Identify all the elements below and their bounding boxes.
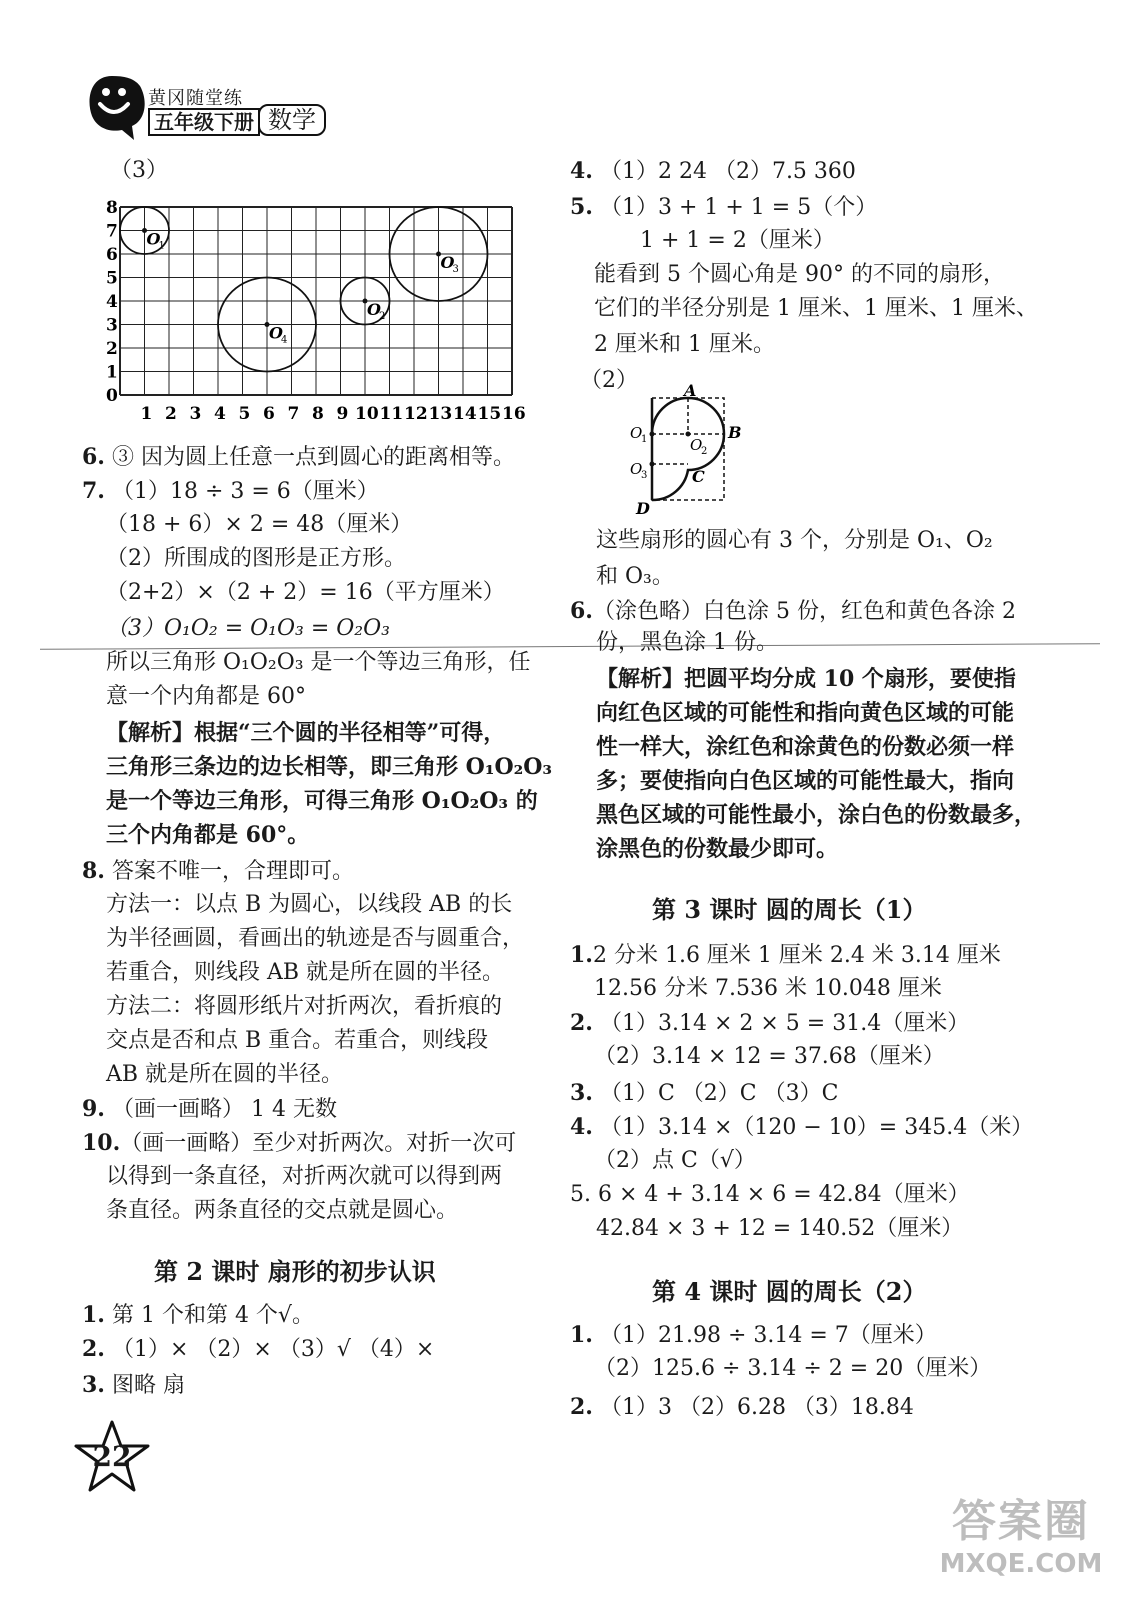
x-tick-label: 15	[477, 404, 502, 424]
y-tick-label: 2	[106, 339, 118, 359]
label-b: B	[728, 423, 742, 442]
circle-label-sub: 2	[379, 311, 386, 322]
page-number-badge	[72, 1418, 152, 1498]
q-number: 5.	[570, 194, 593, 220]
q-number: 1.	[570, 1322, 593, 1348]
q7-analysis-1: 【解析】根据“三个圆的半径相等”可得，	[106, 720, 506, 746]
x-tick-label: 2	[165, 404, 177, 424]
q-number: 3.	[570, 1080, 593, 1106]
q7-line-1: （1）18 ÷ 3 = 6（厘米）	[111, 479, 379, 504]
x-tick-label: 3	[189, 404, 202, 424]
header-series: 黄冈随堂练	[148, 88, 243, 109]
circle-label-sub: 3	[452, 264, 459, 275]
x-tick-label: 8	[312, 404, 324, 424]
q10-line-3: 条直径。两条直径的交点就是圆心。	[106, 1198, 459, 1223]
label-a: A	[684, 381, 697, 400]
sector-figure	[622, 381, 742, 520]
q8-line-3: 为半径画圆，看画出的轨迹是否与圆重合，	[106, 926, 525, 951]
circle-label-sub: 1	[158, 240, 165, 252]
q5-line-7: 这些扇形的圆心有 3 个，分别是 O₁、O₂	[596, 528, 993, 553]
circle-label: O	[269, 323, 283, 343]
x-tick-label: 11	[379, 404, 404, 424]
label-o3-sub: 3	[641, 470, 648, 481]
q5-line-8: 和 O₃。	[596, 564, 674, 589]
q5-line-2: 1 + 1 = 2（厘米）	[640, 228, 835, 253]
right-q6-l1	[570, 600, 1016, 623]
left-q6	[82, 446, 515, 469]
l3q5-line-2: 42.84 × 3 + 12 = 140.52（厘米）	[596, 1216, 964, 1241]
l2-q3	[82, 1374, 185, 1397]
left-q10-l1	[82, 1132, 516, 1155]
lesson-2-title: 第 2 课时 扇形的初步认识	[154, 1257, 436, 1286]
x-tick-label: 5	[238, 404, 251, 424]
x-tick-label: 12	[404, 404, 428, 424]
y-tick-label: 6	[106, 245, 118, 265]
l4q2-text: （1）3 （2）6.28 （3）18.84	[599, 1395, 914, 1420]
l3q2-line-1: （1）3.14 × 2 × 5 = 31.4（厘米）	[599, 1011, 970, 1036]
header-grade: 五年级下册	[148, 108, 260, 136]
label-c: C	[692, 467, 705, 486]
q7-line-7: 意一个内角都是 60°	[106, 684, 306, 709]
l3q4-line-2: （2）点 C（√）	[594, 1148, 756, 1173]
watermark	[926, 1496, 1116, 1592]
q6r-analysis-1: 【解析】把圆平均分成 10 个扇形，要使指	[596, 666, 1016, 692]
circle-label-sub: 4	[281, 334, 288, 346]
x-tick-label: 4	[214, 404, 226, 424]
q6r-line-2: 份，黑色涂 1 份。	[596, 630, 778, 655]
q5-line-6: （2）	[580, 368, 638, 393]
right-q4	[570, 160, 856, 183]
y-tick-label: 0	[106, 386, 118, 406]
q-number: 9.	[82, 1096, 105, 1122]
x-tick-label: 16	[502, 404, 526, 424]
q4-text: （1）2 24 （2）7.5 360	[599, 159, 856, 184]
q10-line-2: 以得到一条直径，对折两次就可以得到两	[106, 1164, 503, 1189]
l3q3-text: （1）C （2）C （3）C	[599, 1081, 839, 1106]
y-tick-label: 5	[106, 268, 118, 289]
circle-label: O	[367, 300, 381, 319]
q6r-analysis-6: 涂黑色的份数最少即可。	[596, 836, 839, 862]
label-d: D	[636, 499, 650, 518]
x-tick-label: 1	[140, 404, 153, 424]
q-number: 2.	[570, 1010, 593, 1036]
coordinate-grid	[100, 195, 530, 425]
q7-line-3: （2）所围成的图形是正方形。	[106, 546, 406, 571]
label-o2: O	[690, 436, 703, 454]
q-number: 1.	[570, 942, 593, 968]
header-logo	[82, 70, 352, 140]
label-o1-sub: 1	[641, 434, 648, 445]
q8-line-5: 方法二：将圆形纸片对折两次，看折痕的	[106, 994, 503, 1019]
q8-line-4: 若重合，则线段 AB 就是所在圆的半径。	[106, 960, 505, 985]
q8-line-2: 方法一：以点 B 为圆心，以线段 AB 的长	[106, 892, 513, 917]
q6r-analysis-5: 黑色区域的可能性最小，涂白色的份数最多，	[596, 802, 1037, 828]
x-tick-label: 9	[336, 404, 349, 424]
l3q2-line-2: （2）3.14 × 12 = 37.68（厘米）	[594, 1044, 945, 1069]
y-tick-label: 3	[106, 315, 118, 336]
l4q1-line-1: （1）21.98 ÷ 3.14 = 7（厘米）	[599, 1323, 937, 1348]
l3q1-line-2: 12.56 分米 7.536 米 10.048 厘米	[594, 976, 942, 1001]
q-number: 7.	[82, 478, 105, 504]
label-o1: O	[630, 424, 643, 442]
l4q1-line-2: （2）125.6 ÷ 3.14 ÷ 2 = 20（厘米）	[594, 1356, 992, 1381]
q7-line-2: （18 + 6）× 2 = 48（厘米）	[106, 512, 413, 537]
q7-analysis-3: 是一个等边三角形，可得三角形 O₁O₂O₃ 的	[106, 788, 538, 814]
q6r-analysis-2: 向红色区域的可能性和指向黄色区域的可能	[596, 700, 1015, 726]
right-q5-l1	[570, 196, 877, 219]
x-tick-label: 14	[453, 404, 477, 424]
left-q7-l1	[82, 480, 379, 503]
q-number: 3.	[82, 1372, 105, 1398]
q-number: 4.	[570, 158, 593, 184]
lesson-3-title: 第 3 课时 圆的周长（1）	[652, 895, 927, 924]
header-subject: 数学	[258, 104, 326, 136]
q9-text: （画一画略） 1 4 无数	[111, 1097, 337, 1122]
q6-text: ③ 因为圆上任意一点到圆心的距离相等。	[111, 445, 515, 470]
q7-analysis-4: 三个内角都是 60°。	[106, 822, 310, 848]
y-tick-label: 8	[106, 198, 118, 218]
q6r-analysis-4: 多；要使指向白色区域的可能性最大，指向	[596, 768, 1015, 794]
watermark-title: 答案圈	[952, 1496, 1090, 1547]
l4-q2	[570, 1396, 914, 1419]
q-number: 5.	[570, 1182, 591, 1207]
q7-line-4: （2+2）×（2 + 2）= 16（平方厘米）	[106, 580, 505, 605]
q5-line-4: 它们的半径分别是 1 厘米、1 厘米、1 厘米、	[594, 296, 1038, 321]
q-number: 6.	[570, 598, 593, 624]
q3-label: （3）	[110, 158, 168, 183]
y-tick-label: 4	[106, 292, 118, 312]
q-number: 8.	[82, 858, 105, 884]
left-q8-l1	[82, 860, 354, 883]
q-number: 1.	[82, 1302, 105, 1328]
l2q2-text: （1）× （2）× （3）√ （4）×	[111, 1337, 435, 1362]
circle-label: O	[146, 229, 161, 249]
circle-label: O	[440, 253, 455, 272]
q-number: 2.	[570, 1394, 593, 1420]
l3-q3	[570, 1082, 838, 1105]
l3-q1-l1	[570, 944, 1001, 967]
l2-q1	[82, 1304, 314, 1327]
l3-q2-l1	[570, 1012, 969, 1035]
l3q1-line-1: 2 分米 1.6 厘米 1 厘米 2.4 米 3.14 厘米	[592, 943, 1001, 968]
l2q3-text: 图略 扇	[111, 1373, 185, 1398]
watermark-url: MXQE.COM	[939, 1549, 1103, 1579]
l3q4-line-1: （1）3.14 ×（120 − 10）= 345.4（米）	[599, 1115, 1034, 1140]
q8-line-1: 答案不唯一，合理即可。	[111, 859, 354, 884]
page-number: 22	[92, 1440, 132, 1473]
lesson-4-title: 第 4 课时 圆的周长（2）	[652, 1277, 927, 1306]
x-tick-label: 13	[428, 404, 453, 424]
q-number: 10.	[82, 1130, 121, 1156]
l3-q4-l1	[570, 1116, 1033, 1139]
q6r-line-1: （涂色略）白色涂 5 份，红色和黄色各涂 2	[592, 599, 1016, 624]
y-tick-label: 1	[106, 362, 118, 383]
q8-line-7: AB 就是所在圆的半径。	[106, 1062, 344, 1087]
x-tick-label: 10	[355, 404, 379, 424]
l4-q1-l1	[570, 1324, 937, 1347]
q5-line-1: （1）3 + 1 + 1 = 5（个）	[599, 195, 878, 220]
q7-line-5: （3）O₁O₂ = O₁O₃ = O₂O₃	[106, 616, 390, 641]
x-tick-label: 6	[263, 404, 275, 424]
q7-analysis-2: 三角形三条边的边长相等，即三角形 O₁O₂O₃	[106, 754, 553, 780]
label-o3: O	[630, 460, 643, 478]
l3q5-line-1: 6 × 4 + 3.14 × 6 = 42.84（厘米）	[598, 1182, 970, 1207]
q-number: 6.	[82, 444, 105, 470]
left-q9	[82, 1098, 337, 1121]
q-number: 2.	[82, 1336, 105, 1362]
q7-line-6: 所以三角形 O₁O₂O₃ 是一个等边三角形，任	[106, 650, 531, 675]
fold-line	[40, 643, 1100, 650]
q5-line-3: 能看到 5 个圆心角是 90° 的不同的扇形，	[594, 262, 1005, 287]
q10-line-1: （画一画略）至少对折两次。对折一次可	[120, 1131, 517, 1156]
l2q1-text: 第 1 个和第 4 个√。	[111, 1303, 314, 1328]
x-tick-label: 7	[287, 404, 300, 424]
l3-q5-l1	[570, 1184, 970, 1206]
l2-q2	[82, 1338, 434, 1361]
y-tick-label: 7	[106, 221, 118, 242]
q-number: 4.	[570, 1114, 593, 1140]
q8-line-6: 交点是否和点 B 重合。若重合，则线段	[106, 1028, 489, 1053]
q5-line-5: 2 厘米和 1 厘米。	[594, 332, 775, 357]
label-o2-sub: 2	[701, 446, 708, 457]
q6r-analysis-3: 性一样大，涂红色和涂黄色的份数必须一样	[596, 734, 1015, 760]
